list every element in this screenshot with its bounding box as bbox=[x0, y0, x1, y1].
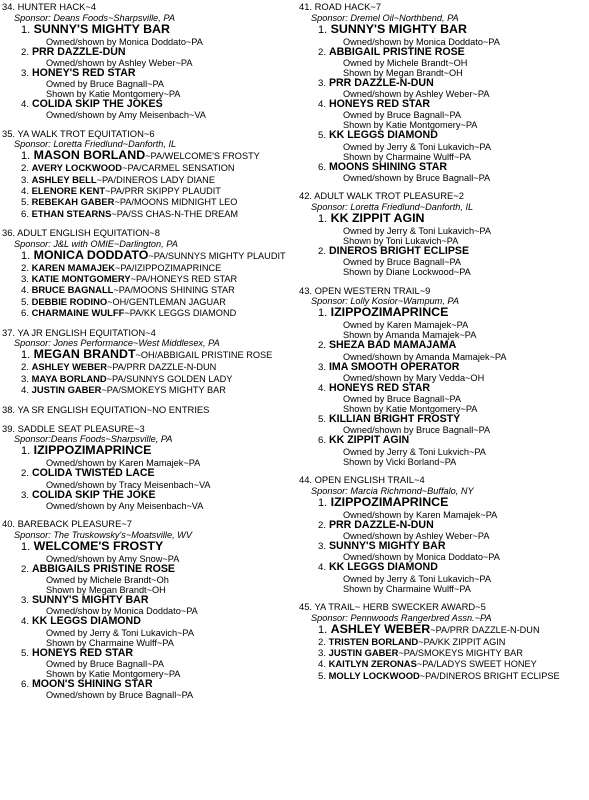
placing-line bbox=[2, 540, 292, 554]
placing-line bbox=[2, 679, 292, 690]
owner-line: Owned by Jerry & Toni Lukavich~PA bbox=[343, 573, 492, 584]
class-title: 35. YA WALK TROT EQUITATION~6 bbox=[2, 127, 155, 139]
placing-number: 1. bbox=[21, 540, 31, 553]
placing-number: 2. bbox=[21, 262, 30, 274]
placing-line bbox=[2, 564, 292, 575]
placing-line bbox=[2, 616, 292, 627]
owner-line: Owned/shown by Bruce Bagnall~PA bbox=[46, 690, 194, 701]
horse-name: KK ZIPPIT AGIN bbox=[328, 434, 410, 447]
placing-line bbox=[299, 99, 587, 110]
placing-number: 3. bbox=[318, 361, 327, 373]
placing-line bbox=[299, 47, 587, 58]
rider-name: ELENORE KENT bbox=[31, 184, 106, 196]
placing-number: 1. bbox=[318, 212, 328, 225]
placing-line bbox=[2, 595, 292, 606]
owner-line: Shown by Toni Lukavich~PA bbox=[343, 235, 459, 246]
placing-line bbox=[2, 385, 292, 396]
placing-line bbox=[2, 209, 292, 220]
class-block bbox=[299, 2, 587, 183]
horse-name: MOONS SHINING STAR bbox=[328, 160, 448, 173]
placing-line bbox=[299, 383, 587, 394]
rider-name: AVERY LOCKWOOD bbox=[31, 162, 123, 174]
class-title: 40. BAREBACK PLEASURE~7 bbox=[2, 518, 133, 530]
placing-line bbox=[299, 496, 587, 510]
class-sponsor: Sponsor:Deans Foods~Sharpsville, PA bbox=[14, 434, 173, 445]
placing-line bbox=[2, 47, 292, 58]
placing-number: 3. bbox=[21, 595, 30, 607]
owner-line: Owned by Jerry & Toni Lukvich~PA bbox=[343, 446, 486, 457]
placing-number: 2. bbox=[318, 636, 327, 648]
owner-line: Owned/shown by Mary Vedda~OH bbox=[343, 372, 485, 383]
horse-name: HONEY'S RED STAR bbox=[31, 66, 136, 79]
placing-line bbox=[299, 212, 587, 226]
rider-name: ASHLEY WEBER bbox=[330, 621, 431, 636]
placing-line bbox=[2, 444, 292, 458]
placing-details: ~PA/CARMEL SENSATION bbox=[122, 163, 235, 174]
placing-details: ~PA/DINEROS BRIGHT ECLIPSE bbox=[419, 670, 560, 681]
owner-line: Owned/shown by Ashley Weber~PA bbox=[46, 57, 193, 68]
placing-number: 1. bbox=[318, 307, 328, 320]
rider-name: MEGAN BRANDT bbox=[33, 347, 136, 362]
horse-name: ABBIGAILS PRISTINE ROSE bbox=[31, 562, 175, 575]
rider-name: JUSTIN GABER bbox=[31, 383, 102, 395]
rider-name: MASON BORLAND bbox=[33, 148, 146, 163]
class-block bbox=[299, 602, 587, 682]
placing-number: 3. bbox=[21, 373, 30, 385]
class-block bbox=[2, 405, 292, 416]
owner-line: Shown by Charmaine Wulff~PA bbox=[343, 151, 471, 162]
placing-number: 1. bbox=[21, 445, 31, 458]
placing-number: 3. bbox=[318, 647, 327, 659]
class-title: 42. ADULT WALK TROT PLEASURE~2 bbox=[299, 190, 464, 202]
results-column-right bbox=[299, 2, 587, 690]
owner-line: Owned/shown by Tracy Meisenbach~VA bbox=[46, 479, 211, 490]
owner-line: Owned by Bruce Bagnall~PA bbox=[46, 659, 165, 670]
class-title: 34. HUNTER HACK~4 bbox=[2, 1, 97, 12]
class-sponsor: Sponsor: Dremel Oil~Northbend, PA bbox=[311, 12, 459, 23]
horse-name: IZIPPOZIMAPRINCE bbox=[330, 494, 449, 509]
placing-details: ~PA/WELCOME'S FROSTY bbox=[145, 151, 260, 162]
class-sponsor: Sponsor: Lolly Kosior~Wampum, PA bbox=[311, 296, 459, 307]
placing-details: ~PA/PRR SKIPPY PLAUDIT bbox=[105, 185, 221, 196]
class-title: 39. SADDLE SEAT PLEASURE~3 bbox=[2, 422, 145, 434]
placing-details: ~OH/ABBIGAIL PRISTINE ROSE bbox=[135, 350, 273, 361]
rider-name: ETHAN STEARNS bbox=[31, 207, 112, 219]
placing-details: ~PA/IZIPPOZIMAPRINCE bbox=[114, 262, 222, 273]
horse-name: MOON'S SHINING STAR bbox=[31, 678, 153, 691]
placing-number: 2. bbox=[318, 245, 327, 257]
class-sponsor: Sponsor: Loretta Friedlund~Danforth, IL bbox=[14, 139, 177, 150]
owner-line: Owned by Karen Mamajek~PA bbox=[343, 320, 469, 331]
owner-line: Owned by Bruce Bagnall~PA bbox=[343, 257, 462, 268]
class-block bbox=[2, 424, 292, 511]
horse-name: WELCOME'S FROSTY bbox=[33, 538, 164, 553]
rider-name: KAITLYN ZERONAS bbox=[328, 658, 417, 670]
horse-name: IZIPPOZIMAPRINCE bbox=[33, 443, 152, 458]
owner-line: Owned/shown by Karen Mamajek~PA bbox=[46, 458, 201, 469]
class-title: 38. YA SR ENGLISH EQUITATION~NO ENTRIES bbox=[2, 403, 210, 415]
placing-line bbox=[2, 68, 292, 79]
owner-line: Owned/shown by Monica Doddato~PA bbox=[46, 36, 203, 47]
placing-number: 1. bbox=[318, 623, 328, 636]
owner-line: Owned/shown by Karen Mamajek~PA bbox=[343, 509, 498, 520]
rider-name: KATIE MONTGOMERY bbox=[31, 273, 131, 285]
class-block bbox=[299, 286, 587, 467]
class-block bbox=[2, 228, 292, 319]
class-block bbox=[2, 2, 292, 120]
horse-name: COLIDA TWISTED LACE bbox=[31, 467, 155, 480]
owner-line: Owned/shown by Amanda Mamajek~PA bbox=[343, 351, 507, 362]
rider-name: JUSTIN GABER bbox=[328, 646, 399, 658]
owner-line: Owned by Bruce Bagnall~PA bbox=[343, 394, 462, 405]
owner-line: Owned by Michele Brandt~OH bbox=[343, 57, 468, 68]
placing-number: 4. bbox=[21, 616, 30, 628]
placing-line bbox=[299, 362, 587, 373]
class-title: 37. YA JR ENGLISH EQUITATION~4 bbox=[2, 326, 156, 338]
owner-line: Shown by Charmaine Wulff~PA bbox=[343, 583, 471, 594]
placing-number: 6. bbox=[318, 161, 327, 173]
placing-number: 4. bbox=[21, 185, 30, 197]
class-sponsor: Sponsor: Jones Performance~West Middlesex, PA bbox=[14, 338, 220, 349]
horse-name: PRR DAZZLE-N-DUN bbox=[328, 76, 434, 89]
rider-name: ASHLEY BELL bbox=[31, 173, 97, 185]
placing-number: 4. bbox=[318, 659, 327, 671]
class-sponsor: Sponsor: The Truskowsky's~Moatsville, WV bbox=[14, 529, 192, 540]
placing-details: ~PA/PRR DAZZLE-N-DUN bbox=[430, 624, 540, 635]
rider-name: DEBBIE RODINO bbox=[31, 295, 108, 307]
owner-line: Shown by Katie Montgomery~PA bbox=[343, 404, 478, 415]
class-sponsor: Sponsor: Pennwoods Rangerbred Assn.~PA bbox=[311, 612, 492, 623]
placing-line bbox=[299, 435, 587, 446]
placing-line bbox=[299, 78, 587, 89]
placing-number: 4. bbox=[318, 562, 327, 574]
placing-details: ~PA/HONEYS RED STAR bbox=[130, 274, 238, 285]
placing-number: 1. bbox=[21, 150, 31, 163]
placing-number: 3. bbox=[318, 77, 327, 89]
class-sponsor: Sponsor: J&L with OMIE~Darlington, PA bbox=[14, 238, 178, 249]
placing-number: 3. bbox=[21, 67, 30, 79]
horse-name: SUNNY'S MIGHTY BAR bbox=[328, 540, 446, 553]
placing-number: 1. bbox=[21, 349, 31, 362]
placing-details: ~PA/SUNNYS MIGHTY PLAUDIT bbox=[148, 250, 286, 261]
owner-line: Owned by Bruce Bagnall~PA bbox=[343, 110, 462, 121]
owner-line: Owned/shown by Monica Doddato~PA bbox=[343, 36, 500, 47]
class-title: 45. YA TRAIL~ HERB SWECKER AWARD~5 bbox=[299, 601, 486, 613]
horse-name: KK LEGGS DIAMOND bbox=[31, 615, 141, 628]
placing-line bbox=[2, 99, 292, 110]
class-block bbox=[2, 129, 292, 220]
placing-details: ~PA/SUNNYS GOLDEN LADY bbox=[106, 373, 233, 384]
placing-details: ~PA/DINEROS LADY DIANE bbox=[96, 174, 215, 185]
rider-name: KAREN MAMAJEK bbox=[31, 261, 115, 273]
horse-name: IMA SMOOTH OPERATOR bbox=[328, 360, 460, 373]
placing-details: ~PA/KK LEGGS DIAMOND bbox=[124, 308, 237, 319]
placing-number: 2. bbox=[21, 362, 30, 374]
placing-line bbox=[299, 130, 587, 141]
placing-number: 1. bbox=[318, 23, 328, 36]
placing-line bbox=[299, 306, 587, 320]
placing-number: 3. bbox=[21, 274, 30, 286]
owner-line: Shown by Amanda Mamajek~PA bbox=[343, 330, 477, 341]
placing-number: 3. bbox=[318, 541, 327, 553]
class-block bbox=[299, 475, 587, 593]
placing-number: 2. bbox=[21, 163, 30, 175]
class-title: 36. ADULT ENGLISH EQUITATION~8 bbox=[2, 227, 160, 239]
placing-line bbox=[299, 562, 587, 573]
placing-line bbox=[2, 308, 292, 319]
placing-number: 5. bbox=[21, 647, 30, 659]
horse-name: PRR DAZZLE-N-DUN bbox=[328, 518, 434, 531]
horse-name: SUNNY'S MIGHTY BAR bbox=[33, 21, 170, 36]
placing-number: 2. bbox=[318, 519, 327, 531]
placing-details: ~PA/MOONS MIDNIGHT LEO bbox=[114, 197, 238, 208]
placing-details: ~PA/MOONS SHINING STAR bbox=[113, 285, 235, 296]
placing-number: 4. bbox=[21, 99, 30, 111]
placing-details: ~PA/LADYS SWEET HONEY bbox=[416, 659, 537, 670]
rider-name: MOLLY LOCKWOOD bbox=[328, 669, 420, 681]
placing-number: 6. bbox=[21, 308, 30, 320]
owner-line: Owned/shown by Ashley Weber~PA bbox=[343, 89, 490, 100]
rider-name: MONICA DODDATO bbox=[33, 247, 149, 262]
placing-number: 6. bbox=[21, 208, 30, 220]
owner-line: Owned/shown by Any Meisenbach~VA bbox=[46, 500, 204, 511]
placing-number: 2. bbox=[21, 563, 30, 575]
owner-line: Owned by Jerry & Toni Lukavich~PA bbox=[343, 225, 492, 236]
horse-name: HONEYS RED STAR bbox=[328, 381, 431, 394]
placing-number: 5. bbox=[318, 670, 327, 682]
class-block bbox=[2, 328, 292, 396]
placing-number: 2. bbox=[21, 468, 30, 480]
owner-line: Owned/shown by Monica Doddato~PA bbox=[343, 552, 500, 563]
rider-name: TRISTEN BORLAND bbox=[328, 635, 419, 647]
rider-name: CHARMAINE WULFF bbox=[31, 307, 125, 319]
placing-line bbox=[299, 23, 587, 37]
rider-name: MAYA BORLAND bbox=[31, 372, 107, 384]
placing-line bbox=[2, 348, 292, 362]
class-title: 43. OPEN WESTERN TRAIL~9 bbox=[299, 284, 431, 296]
placing-line bbox=[299, 541, 587, 552]
placing-line bbox=[2, 648, 292, 659]
placing-line bbox=[2, 23, 292, 37]
class-block bbox=[2, 519, 292, 700]
owner-line: Owned by Jerry & Toni Lukavich~PA bbox=[46, 627, 195, 638]
owner-line: Owned by Michele Brandt~Oh bbox=[46, 575, 169, 586]
rider-name: BRUCE BAGNALL bbox=[31, 284, 114, 296]
horse-name: KK LEGGS DIAMOND bbox=[328, 129, 438, 142]
results-column-left bbox=[2, 2, 292, 709]
placing-details: ~OH/GENTLEMAN JAGUAR bbox=[107, 296, 226, 307]
placing-line bbox=[2, 468, 292, 479]
placing-details: ~PA/SMOKEYS MIGHTY BAR bbox=[101, 384, 226, 395]
horse-name: DINEROS BRIGHT ECLIPSE bbox=[328, 244, 470, 257]
placing-line bbox=[299, 414, 587, 425]
placing-details: ~PA/KK ZIPPIT AGIN bbox=[418, 636, 506, 647]
owner-line: Owned/show by Monica Doddato~PA bbox=[46, 606, 198, 617]
horse-name: COLIDA SKIP THE JOKE bbox=[31, 488, 156, 501]
owner-line: Owned/shown by Amy Meisenbach~VA bbox=[46, 110, 206, 121]
placing-number: 5. bbox=[21, 197, 30, 209]
placing-number: 2. bbox=[21, 46, 30, 58]
owner-line: Shown by Katie Montgomery~PA bbox=[343, 120, 478, 131]
owner-line: Shown by Vicki Borland~PA bbox=[343, 456, 457, 467]
placing-number: 2. bbox=[318, 340, 327, 352]
placing-number: 5. bbox=[318, 130, 327, 142]
owner-line: Owned/shown by Ashley Weber~PA bbox=[343, 531, 490, 542]
owner-line: Shown by Megan Brandt~OH bbox=[46, 585, 166, 596]
placing-line bbox=[299, 671, 587, 682]
placing-line bbox=[299, 246, 587, 257]
placing-number: 4. bbox=[318, 382, 327, 394]
placing-number: 6. bbox=[21, 679, 30, 691]
placing-number: 5. bbox=[318, 414, 327, 426]
class-title: 44. OPEN ENGLISH TRAIL~4 bbox=[299, 474, 425, 486]
horse-name: ABBIGAIL PRISTINE ROSE bbox=[328, 45, 465, 58]
class-sponsor: Sponsor: Marcia Richmond~Buffalo, NY bbox=[311, 485, 474, 496]
class-title: 41. ROAD HACK~7 bbox=[299, 1, 382, 12]
owner-line: Shown by Diane Lockwood~PA bbox=[343, 267, 471, 278]
horse-name: SHEZA BAD MAMAJAMA bbox=[328, 339, 457, 352]
class-block bbox=[299, 191, 587, 277]
placing-line bbox=[299, 162, 587, 173]
owner-line: Owned/shown by Bruce Bagnall~PA bbox=[343, 425, 491, 436]
owner-line: Shown by Charmaine Wulff~PA bbox=[46, 637, 174, 648]
horse-name: KILLIAN BRIGHT FROSTY bbox=[328, 413, 461, 426]
class-sponsor: Sponsor: Loretta Friedlund~Danforth, IL bbox=[311, 201, 474, 212]
placing-number: 1. bbox=[318, 496, 328, 509]
owner-line: Shown by Katie Montgomery~PA bbox=[46, 89, 181, 100]
placing-number: 5. bbox=[21, 296, 30, 308]
owner-line: Owned by Bruce Bagnall~PA bbox=[46, 79, 165, 90]
horse-name: IZIPPOZIMAPRINCE bbox=[330, 305, 449, 320]
placing-number: 4. bbox=[21, 285, 30, 297]
placing-number: 6. bbox=[318, 435, 327, 447]
placing-line bbox=[2, 490, 292, 501]
placing-line bbox=[299, 623, 587, 637]
placing-line bbox=[2, 149, 292, 163]
horse-name: SUNNY'S MIGHTY BAR bbox=[330, 21, 467, 36]
placing-details: ~PA/SMOKEYS MIGHTY BAR bbox=[398, 647, 523, 658]
owner-line: Shown by Megan Brandt~OH bbox=[343, 67, 463, 78]
horse-name: PRR DAZZLE-DUN bbox=[31, 45, 126, 58]
placing-number: 4. bbox=[318, 99, 327, 111]
horse-name: KK ZIPPIT AGIN bbox=[330, 210, 425, 225]
placing-number: 1. bbox=[21, 249, 31, 262]
placing-number: 1. bbox=[21, 23, 31, 36]
placing-details: ~PA/PRR DAZZLE-N-DUN bbox=[106, 362, 217, 373]
owner-line: Owned by Jerry & Toni Lukavich~PA bbox=[343, 141, 492, 152]
owner-line: Owned/shown by Amy Snow~PA bbox=[46, 553, 180, 564]
class-sponsor: Sponsor: Deans Foods~Sharpsville, PA bbox=[14, 12, 175, 23]
horse-name: COLIDA SKIP THE JOKES bbox=[31, 98, 163, 111]
owner-line: Shown by Katie Montgomery~PA bbox=[46, 669, 181, 680]
horse-name: HONEYS RED STAR bbox=[31, 646, 134, 659]
placing-details: ~PA/SS CHAS-N-THE DREAM bbox=[111, 208, 239, 219]
placing-number: 3. bbox=[21, 489, 30, 501]
placing-number: 2. bbox=[318, 46, 327, 58]
placing-number: 3. bbox=[21, 174, 30, 186]
placing-line bbox=[299, 340, 587, 351]
rider-name: REBEKAH GABER bbox=[31, 196, 115, 208]
placing-line bbox=[299, 520, 587, 531]
owner-line: Owned/shown by Bruce Bagnall~PA bbox=[343, 172, 491, 183]
horse-name: HONEYS RED STAR bbox=[328, 98, 431, 111]
horse-name: KK LEGGS DIAMOND bbox=[328, 561, 438, 574]
placing-number: 4. bbox=[21, 384, 30, 396]
rider-name: ASHLEY WEBER bbox=[31, 361, 107, 373]
horse-name: SUNNY'S MIGHTY BAR bbox=[31, 594, 149, 607]
placing-line bbox=[2, 249, 292, 263]
